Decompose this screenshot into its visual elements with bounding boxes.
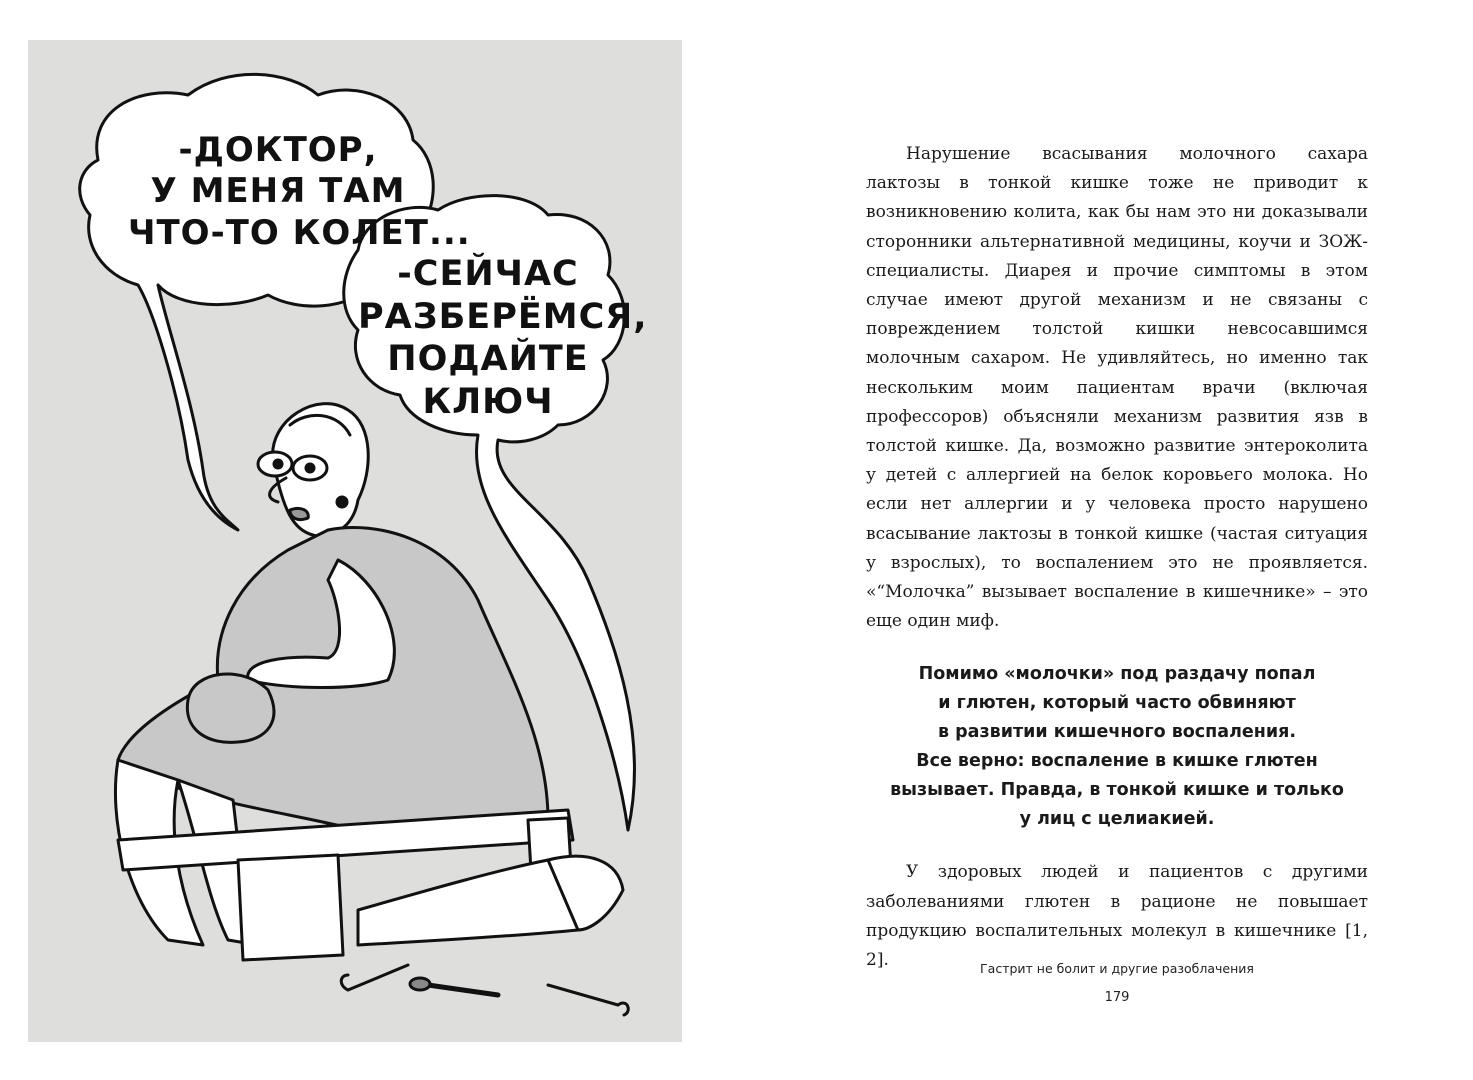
highlighted-callout <box>866 660 1368 834</box>
bubble1-line: У МЕНЯ ТАМ <box>150 171 406 212</box>
bubble-text-doctor-question <box>128 130 471 254</box>
callout-line: Все верно: воспаление в кишке глютен <box>916 751 1318 772</box>
bubble1-line: -ДОКТОР, <box>178 130 378 170</box>
running-title: Гастрит не болит и другие разоблачения <box>980 961 1254 976</box>
callout-line: у лиц с целиакией. <box>1019 809 1215 830</box>
bubble2-line: ПОДАЙТЕ <box>387 339 589 380</box>
cartoon-illustration <box>28 40 682 1042</box>
bubble2-line: -СЕЙЧАС <box>397 254 579 294</box>
bubble2-line: РАЗБЕРЁМСЯ, <box>358 296 648 337</box>
bubble1-line: ЧТО-ТО КОЛЕТ... <box>128 212 471 253</box>
callout-line: вызывает. Правда, в тонкой кишке и только <box>890 780 1344 801</box>
callout-line: и глютен, который часто обвиняют <box>938 693 1296 714</box>
bubble2-line: КЛЮЧ <box>422 382 554 423</box>
page-number: 179 <box>1104 990 1130 1005</box>
callout-line: Помимо «молочки» под раздачу попал <box>918 664 1316 685</box>
text-page <box>866 140 1368 975</box>
callout-line: в развитии кишечного воспаления. <box>937 722 1297 743</box>
body-paragraph-gluten: У здоровых людей и пациентов с другими заболеваниями глютен в рационе не повышает продукцию воспалительных молекул в кишечнике [1, 2]. <box>866 862 1368 971</box>
bubble-text-answer <box>358 253 648 424</box>
body-paragraph-lactose: Нарушение всасывания молочного сахара лактозы в тонкой кишке тоже не приводит к возникновению колита, как бы нам это ни доказывали сторонники альтернативной медицины, коучи и ЗОЖ-специалисты. Диарея и прочие симптомы в этом случае имеют другой механизм и не связаны с повреждением толстой кишки невсосавшимся молочным сахаром. Не удивляйтесь, но именно так нескольким моим пациентам врачи (включая профессоров) объясняли механизм развития язв в толстой кишке. Да, возможно развитие энтероколита у детей с аллергией на белок коровьего молока. Но если нет аллергии и у человека просто нарушено всасывание лактозы в тонкой кишке (частая ситуация у взрослых), то воспалением это не проявляется. «“Молочка” вызывает воспаление в кишечнике» – это еще один миф. <box>866 144 1368 632</box>
woman-figure <box>115 404 628 1015</box>
